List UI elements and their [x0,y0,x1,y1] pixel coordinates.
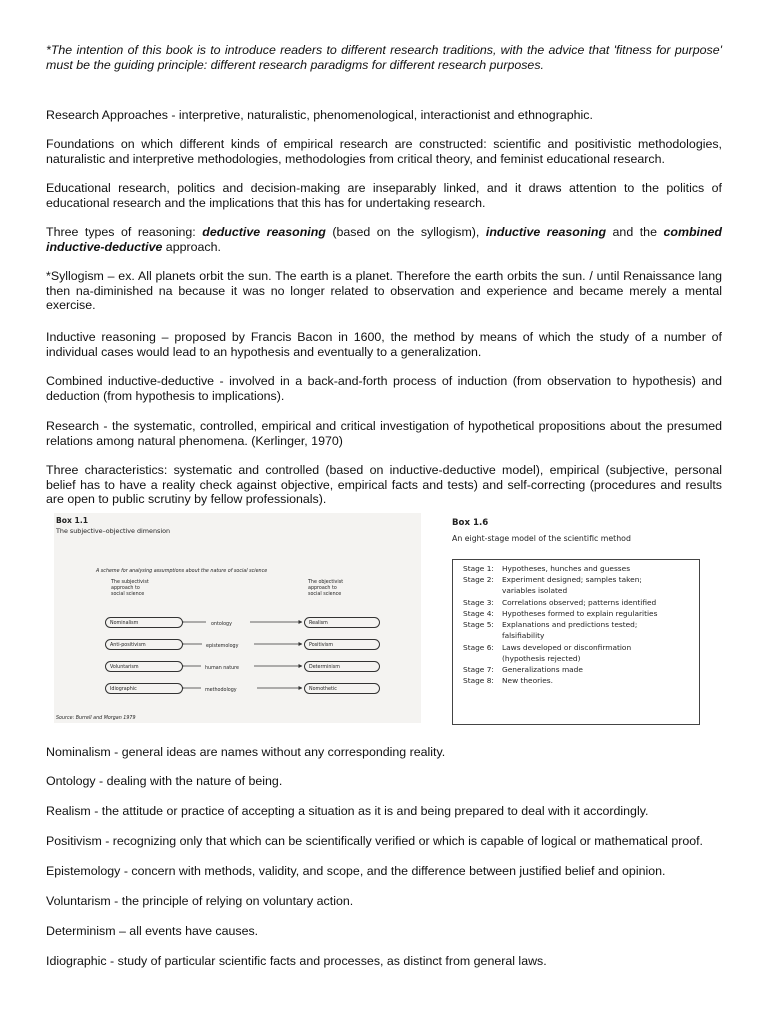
stage-row: Stage 2: Experiment designed; samples taken; [463,575,642,584]
paragraph-inductive: Inductive reasoning – proposed by Francis Bacon in 1600, the method by means of which the study of a number of individual cases would lead to an hypothesis and eventually to a generalization. [46,330,722,359]
subjectivist-heading: The subjectivist approach to social science [111,580,149,597]
box-1-1-scheme-caption: A scheme for analysing assumptions about the nature of social science [96,569,268,574]
paragraph-research: Research - the systematic, controlled, empirical and critical investigation of hypothetical propositions about the presumed relations among natural phenomena. (Kerlinger, 1970) [46,419,722,448]
paragraph-combined: Combined inductive-deductive - involved in a back-and-forth process of induction (from observation to hypothesis) and deduction (from hypothesis to implications). [46,374,722,403]
label-human-nature: human nature [203,662,241,677]
label-epistemology: epistemology [204,640,240,655]
stage-row: variables isolated [502,586,568,595]
stage-row: Stage 6: Laws developed or disconfirmation [463,643,632,652]
box-1-1-subtitle: The subjective–objective dimension [56,527,171,535]
stage-row: Stage 5: Explanations and predictions tested; [463,620,638,629]
term-inductive: inductive reasoning [485,225,607,239]
paragraph-politics: Educational research, politics and decision-making are inseparably linked, and it draws attention to the politics of educational research and the implications that this has for undertaking research. [46,181,722,210]
pill-determinism: Determinism [304,661,380,672]
stage-row: Stage 3: Correlations observed; patterns identified [463,598,657,607]
stage-row: (hypothesis rejected) [502,654,581,663]
pill-nominalism: Nominalism [105,617,183,628]
pill-voluntarism: Voluntarism [105,661,183,672]
stage-row: Stage 7: Generalizations made [463,665,583,674]
paragraph-foundations: Foundations on which different kinds of empirical research are constructed: scientific and positivistic methodologies, naturalistic and interpretive methodologies, methodologies from critical theory, and feminist educational research. [46,137,722,166]
stage-row: Stage 8: New theories. [463,676,553,685]
pill-nomothetic: Nomothetic [304,683,380,694]
definition-epistemology: Epistemology - concern with methods, validity, and scope, and the difference between justified belief and opinion. [46,864,666,878]
definition-positivism: Positivism - recognizing only that which can be scientifically verified or which is capable of logical or mathematical proof. [46,834,704,848]
definition-idiographic: Idiographic - study of particular scientific facts and processes, as distinct from general laws. [46,954,547,968]
box-1-1-source: Source: Burrell and Morgan 1979 [56,716,136,721]
box-1-1-title: Box 1.1 [56,516,88,525]
term-deductive: deductive reasoning [202,225,326,239]
definition-determinism: Determinism – all events have causes. [46,924,259,938]
intro-note: *The intention of this book is to introduce readers to different research traditions, with the advice that 'fitness for purpose' must be the guiding principle: different research paradigms for different research purposes. [46,43,722,72]
definition-realism: Realism - the attitude or practice of accepting a situation as it is and being prepared to deal with it accordingly. [46,804,649,818]
pill-positivism: Positivism [304,639,380,650]
definition-nominalism: Nominalism - general ideas are names without any corresponding reality. [46,745,446,759]
reasoning-intro: Three types of reasoning: [46,225,203,239]
definition-ontology: Ontology - dealing with the nature of being. [46,774,283,788]
box-1-6-title: Box 1.6 [452,518,489,528]
box-1-6-subtitle: An eight-stage model of the scientific method [452,534,631,543]
pill-anti-positivism: Anti-positivism [105,639,183,650]
box-1-6-frame [452,559,700,725]
box-1-1-figure [54,513,421,723]
reasoning-end: approach. [162,239,221,254]
label-ontology: ontology [209,618,234,633]
definition-voluntarism: Voluntarism - the principle of relying on voluntary action. [46,894,354,908]
reasoning-mid2: and the [606,225,664,239]
stage-row: Stage 1: Hypotheses, hunches and guesses [463,564,631,573]
stage-row: falsifiability [502,631,545,640]
paragraph-reasoning [46,225,722,254]
label-methodology: methodology [203,684,239,699]
objectivist-heading: The objectivist approach to social science [308,580,344,597]
pill-realism: Realism [304,617,380,628]
stage-row: Stage 4: Hypotheses formed to explain regularities [463,609,658,618]
paragraph-characteristics: Three characteristics: systematic and controlled (based on inductive-deductive model), empirical (subjective, personal belief has to have a reality check against objective, empirical facts and tests) and self-correcting (procedures and results are open to public scrutiny by fellow professionals). [46,463,722,507]
term-combined: combined inductive-deductive [46,225,723,254]
paragraph-syllogism: *Syllogism – ex. All planets orbit the sun. The earth is a planet. Therefore the earth orbits the sun. / until Renaissance lang then na-diminished na because it was no longer related to observation and experience and became merely a mental exercise. [46,269,722,313]
paragraph-approaches: Research Approaches - interpretive, naturalistic, phenomenological, interactionist and ethnographic. [46,108,593,122]
reasoning-mid1: (based on the syllogism), [325,225,486,239]
pill-idiographic: Idiographic [105,683,183,694]
